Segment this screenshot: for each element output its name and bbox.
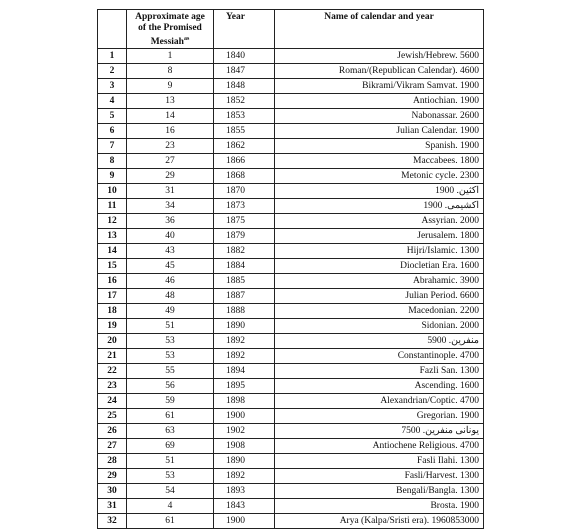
table-row [98, 469, 484, 484]
row-number: 25 [98, 409, 127, 424]
row-age: 9 [127, 79, 214, 94]
row-age: 45 [127, 259, 214, 274]
row-calendar-name: Abrahamic. 3900 [275, 274, 484, 289]
table-row [98, 154, 484, 169]
row-age: 34 [127, 199, 214, 214]
table-body [98, 49, 484, 529]
row-number: 27 [98, 439, 127, 454]
table-row [98, 169, 484, 184]
row-year: 1888 [214, 304, 275, 319]
row-number: 21 [98, 349, 127, 364]
row-age: 29 [127, 169, 214, 184]
row-number: 14 [98, 244, 127, 259]
row-year: 1879 [214, 229, 275, 244]
row-number: 23 [98, 379, 127, 394]
table-row [98, 274, 484, 289]
table-row [98, 349, 484, 364]
row-year: 1870 [214, 184, 275, 199]
calendar-table [97, 9, 484, 529]
row-year: 1873 [214, 199, 275, 214]
row-calendar-name: Diocletian Era. 1600 [275, 259, 484, 274]
row-number: 1 [98, 49, 127, 64]
row-age: 59 [127, 394, 214, 409]
row-age: 63 [127, 424, 214, 439]
row-age: 48 [127, 289, 214, 304]
row-year: 1847 [214, 64, 275, 79]
table-row [98, 424, 484, 439]
row-calendar-name: Arya (Kalpa/Sristi era). 1960853000 [275, 514, 484, 529]
row-year: 1875 [214, 214, 275, 229]
row-calendar-name: Brosta. 1900 [275, 499, 484, 514]
row-age: 4 [127, 499, 214, 514]
row-age: 53 [127, 349, 214, 364]
header-row [98, 10, 484, 49]
row-calendar-name: Fasli Ilahi. 1300 [275, 454, 484, 469]
row-calendar-name: Metonic cycle. 2300 [275, 169, 484, 184]
row-number: 31 [98, 499, 127, 514]
row-age: 51 [127, 454, 214, 469]
row-year: 1840 [214, 49, 275, 64]
row-year: 1848 [214, 79, 275, 94]
row-calendar-name: Julian Calendar. 1900 [275, 124, 484, 139]
row-year: 1894 [214, 364, 275, 379]
row-number: 16 [98, 274, 127, 289]
header-number [98, 10, 127, 49]
row-age: 56 [127, 379, 214, 394]
row-number: 4 [98, 94, 127, 109]
row-calendar-name: Macedonian. 2200 [275, 304, 484, 319]
row-age: 27 [127, 154, 214, 169]
row-calendar-name: Sidonian. 2000 [275, 319, 484, 334]
row-age: 54 [127, 484, 214, 499]
table-row [98, 79, 484, 94]
row-year: 1890 [214, 319, 275, 334]
table-row [98, 454, 484, 469]
row-age: 51 [127, 319, 214, 334]
row-number: 3 [98, 79, 127, 94]
table-row [98, 409, 484, 424]
row-calendar-name: Nabonassar. 2600 [275, 109, 484, 124]
row-age: 14 [127, 109, 214, 124]
row-number: 11 [98, 199, 127, 214]
row-number: 24 [98, 394, 127, 409]
row-year: 1892 [214, 469, 275, 484]
header-age-line1: Approximate age [135, 12, 205, 22]
row-calendar-name: Gregorian. 1900 [275, 409, 484, 424]
row-calendar-name: یونانی منفرین. 7500 [275, 424, 484, 439]
row-year: 1862 [214, 139, 275, 154]
row-number: 22 [98, 364, 127, 379]
row-year: 1900 [214, 409, 275, 424]
table-row [98, 514, 484, 529]
row-year: 1868 [214, 169, 275, 184]
row-calendar-name: Alexandrian/Coptic. 4700 [275, 394, 484, 409]
row-year: 1900 [214, 514, 275, 529]
row-age: 16 [127, 124, 214, 139]
row-number: 5 [98, 109, 127, 124]
table-row [98, 259, 484, 274]
row-year: 1892 [214, 349, 275, 364]
table-row [98, 184, 484, 199]
row-calendar-name: Assyrian. 2000 [275, 214, 484, 229]
row-age: 49 [127, 304, 214, 319]
row-age: 40 [127, 229, 214, 244]
row-number: 20 [98, 334, 127, 349]
table-row [98, 109, 484, 124]
row-number: 26 [98, 424, 127, 439]
row-number: 17 [98, 289, 127, 304]
row-number: 29 [98, 469, 127, 484]
row-number: 9 [98, 169, 127, 184]
row-number: 12 [98, 214, 127, 229]
row-age: 1 [127, 49, 214, 64]
table-row [98, 229, 484, 244]
row-number: 7 [98, 139, 127, 154]
row-year: 1843 [214, 499, 275, 514]
row-number: 18 [98, 304, 127, 319]
row-calendar-name: Fasli/Harvest. 1300 [275, 469, 484, 484]
row-calendar-name: اکشیمی. 1900 [275, 199, 484, 214]
table-row [98, 394, 484, 409]
table-row [98, 139, 484, 154]
table-row [98, 334, 484, 349]
row-year: 1855 [214, 124, 275, 139]
table-row [98, 94, 484, 109]
row-age: 53 [127, 334, 214, 349]
row-year: 1887 [214, 289, 275, 304]
row-year: 1895 [214, 379, 275, 394]
header-age [127, 10, 214, 49]
row-number: 30 [98, 484, 127, 499]
row-year: 1893 [214, 484, 275, 499]
table-row [98, 244, 484, 259]
table-row [98, 49, 484, 64]
header-age-footnote-mark: as [183, 36, 190, 42]
row-calendar-name: Jewish/Hebrew. 5600 [275, 49, 484, 64]
row-calendar-name: Jerusalem. 1800 [275, 229, 484, 244]
row-year: 1908 [214, 439, 275, 454]
row-number: 6 [98, 124, 127, 139]
table-row [98, 499, 484, 514]
row-age: 8 [127, 64, 214, 79]
table-row [98, 199, 484, 214]
header-calendar-name: Name of calendar and year [275, 10, 484, 49]
table-row [98, 319, 484, 334]
row-calendar-name: Bengali/Bangla. 1300 [275, 484, 484, 499]
row-number: 2 [98, 64, 127, 79]
row-age: 61 [127, 514, 214, 529]
row-number: 15 [98, 259, 127, 274]
row-age: 31 [127, 184, 214, 199]
row-age: 13 [127, 94, 214, 109]
row-year: 1902 [214, 424, 275, 439]
table-row [98, 439, 484, 454]
row-age: 46 [127, 274, 214, 289]
row-calendar-name: Constantinople. 4700 [275, 349, 484, 364]
row-calendar-name: Bikrami/Vikram Samvat. 1900 [275, 79, 484, 94]
row-calendar-name: Julian Period. 6600 [275, 289, 484, 304]
row-age: 61 [127, 409, 214, 424]
table-row [98, 214, 484, 229]
row-calendar-name: اکثین. 1900 [275, 184, 484, 199]
header-age-line2: of the Promised [138, 23, 202, 33]
table-row [98, 289, 484, 304]
row-age: 36 [127, 214, 214, 229]
row-age: 69 [127, 439, 214, 454]
row-year: 1853 [214, 109, 275, 124]
table-row [98, 364, 484, 379]
table-row [98, 64, 484, 79]
row-number: 10 [98, 184, 127, 199]
row-number: 19 [98, 319, 127, 334]
row-calendar-name: Antiochian. 1900 [275, 94, 484, 109]
table-row [98, 304, 484, 319]
row-year: 1890 [214, 454, 275, 469]
row-calendar-name: Fazli San. 1300 [275, 364, 484, 379]
row-year: 1892 [214, 334, 275, 349]
row-number: 28 [98, 454, 127, 469]
row-calendar-name: Antiochene Religious. 4700 [275, 439, 484, 454]
row-year: 1885 [214, 274, 275, 289]
header-year: Year [214, 10, 275, 49]
row-calendar-name: Roman/(Republican Calendar). 4600 [275, 64, 484, 79]
row-age: 55 [127, 364, 214, 379]
row-number: 13 [98, 229, 127, 244]
row-age: 23 [127, 139, 214, 154]
row-calendar-name: Spanish. 1900 [275, 139, 484, 154]
table-header [98, 10, 484, 49]
table-row [98, 124, 484, 139]
row-year: 1866 [214, 154, 275, 169]
table-row [98, 484, 484, 499]
row-calendar-name: Hijri/Islamic. 1300 [275, 244, 484, 259]
row-number: 32 [98, 514, 127, 529]
row-age: 53 [127, 469, 214, 484]
row-calendar-name: Ascending. 1600 [275, 379, 484, 394]
row-calendar-name: منفرین. 5900 [275, 334, 484, 349]
row-age: 43 [127, 244, 214, 259]
row-year: 1898 [214, 394, 275, 409]
row-number: 8 [98, 154, 127, 169]
row-year: 1852 [214, 94, 275, 109]
table-row [98, 379, 484, 394]
row-year: 1882 [214, 244, 275, 259]
row-year: 1884 [214, 259, 275, 274]
header-age-line3: Messiah [150, 37, 184, 48]
row-calendar-name: Maccabees. 1800 [275, 154, 484, 169]
